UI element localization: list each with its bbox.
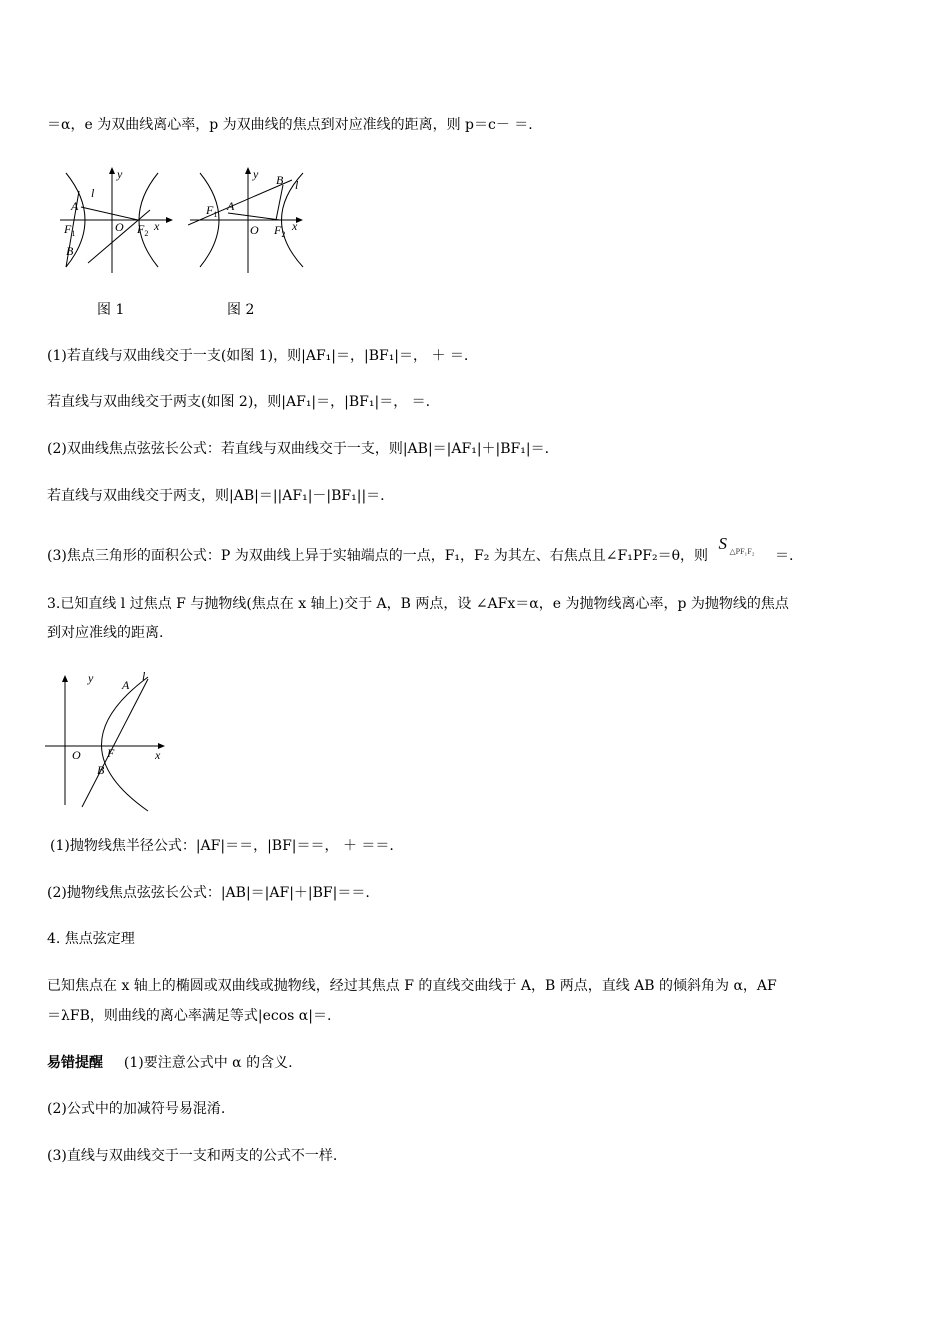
figure-2-caption: 图 2 [227, 302, 255, 318]
fig2-label-l: l [295, 178, 299, 192]
area-formula-text: (3)焦点三角形的面积公式：P 为双曲线上异于实轴端点的一点，F₁，F₂ 为其左、右焦点且∠F₁PF₂＝θ，则 [47, 548, 709, 564]
fig1-label-f2: $F_2$ [137, 222, 149, 238]
area-symbol-subscript: △PF₁F₂ [729, 547, 755, 556]
area-symbol-s: S [718, 534, 727, 553]
fig2-label-b: B [276, 173, 284, 187]
fig1-label-f1: $F_1$ [64, 222, 76, 238]
text-line-8: (1)抛物线焦半径公式：|AF|＝＝，|BF|＝＝， ＋ ＝＝. [50, 838, 394, 854]
fig3-label-a: A [122, 678, 130, 692]
text-line-10: 4. 焦点弦定理 [47, 931, 135, 947]
fig3-label-o: O [72, 748, 81, 762]
fig3-label-f: F [107, 746, 115, 760]
figure-1-hyperbola-one-branch [58, 163, 178, 278]
text-line-6: 3.已知直线 l 过焦点 F 与抛物线(焦点在 x 轴上)交于 A，B 两点，设 ∠AFx＝α，e 为抛物线离心率，p 为抛物线的焦点 [47, 596, 789, 612]
fig2-label-x: x [292, 219, 298, 233]
fig3-label-l: l [142, 669, 146, 683]
text-line-14: (2)公式中的加减符号易混淆. [47, 1101, 226, 1117]
fig3-label-x: x [155, 748, 161, 762]
text-line-12: ＝λFB，则曲线的离心率满足等式|ecos α|＝. [47, 1008, 332, 1024]
error-reminder-item-1: (1)要注意公式中 α 的含义. [123, 1055, 293, 1071]
figure-1-caption: 图 1 [97, 302, 125, 318]
figure-3-parabola [40, 667, 175, 812]
fig2-label-f2: $F_2$ [274, 223, 286, 239]
text-line-1: (1)若直线与双曲线交于一支(如图 1)，则|AF₁|＝，|BF₁|＝， ＋ ＝. [47, 348, 469, 364]
error-reminder-label: 易错提醒 [47, 1054, 103, 1070]
text-line-3: (2)双曲线焦点弦弦长公式：若直线与双曲线交于一支，则|AB|＝|AF₁|＋|BF₁|＝. [47, 441, 550, 457]
fig2-label-o: O [250, 223, 259, 237]
fig1-label-y: y [117, 167, 123, 181]
fig1-label-a: A [71, 199, 79, 213]
text-line-5 [47, 534, 794, 566]
fig2-label-a: A [227, 199, 235, 213]
figure-2-hyperbola-two-branches [188, 163, 313, 278]
text-line-15: (3)直线与双曲线交于一支和两支的公式不一样. [47, 1148, 338, 1164]
text-line-11: 已知焦点在 x 轴上的椭圆或双曲线或抛物线，经过其焦点 F 的直线交曲线于 A，B 两点，直线 AB 的倾斜角为 α，AF [47, 978, 777, 994]
text-line-9: (2)抛物线焦点弦弦长公式：|AB|＝|AF|＋|BF|＝＝. [47, 885, 370, 901]
fig3-label-b: B [97, 763, 105, 777]
fig2-label-y: y [253, 167, 259, 181]
text-line-13 [47, 1052, 293, 1073]
fig3-label-y: y [88, 671, 94, 685]
fig1-label-l: l [91, 186, 95, 200]
text-line-7: 到对应准线的距离. [47, 625, 164, 641]
text-line-4: 若直线与双曲线交于两支，则|AB|＝||AF₁|－|BF₁||＝. [47, 488, 385, 504]
fig1-label-o: O [115, 220, 124, 234]
area-symbol [713, 534, 771, 566]
fig2-label-f1: $F_1$ [206, 203, 218, 219]
area-formula-tail: ＝. [774, 548, 794, 564]
fig1-label-x: x [154, 219, 160, 233]
fig1-label-b: B [66, 244, 74, 258]
text-line-2: 若直线与双曲线交于两支(如图 2)，则|AF₁|＝，|BF₁|＝， ＝. [47, 394, 431, 410]
text-line-0: ＝α，e 为双曲线离心率，p 为双曲线的焦点到对应准线的距离，则 p＝c－ ＝. [47, 117, 533, 133]
